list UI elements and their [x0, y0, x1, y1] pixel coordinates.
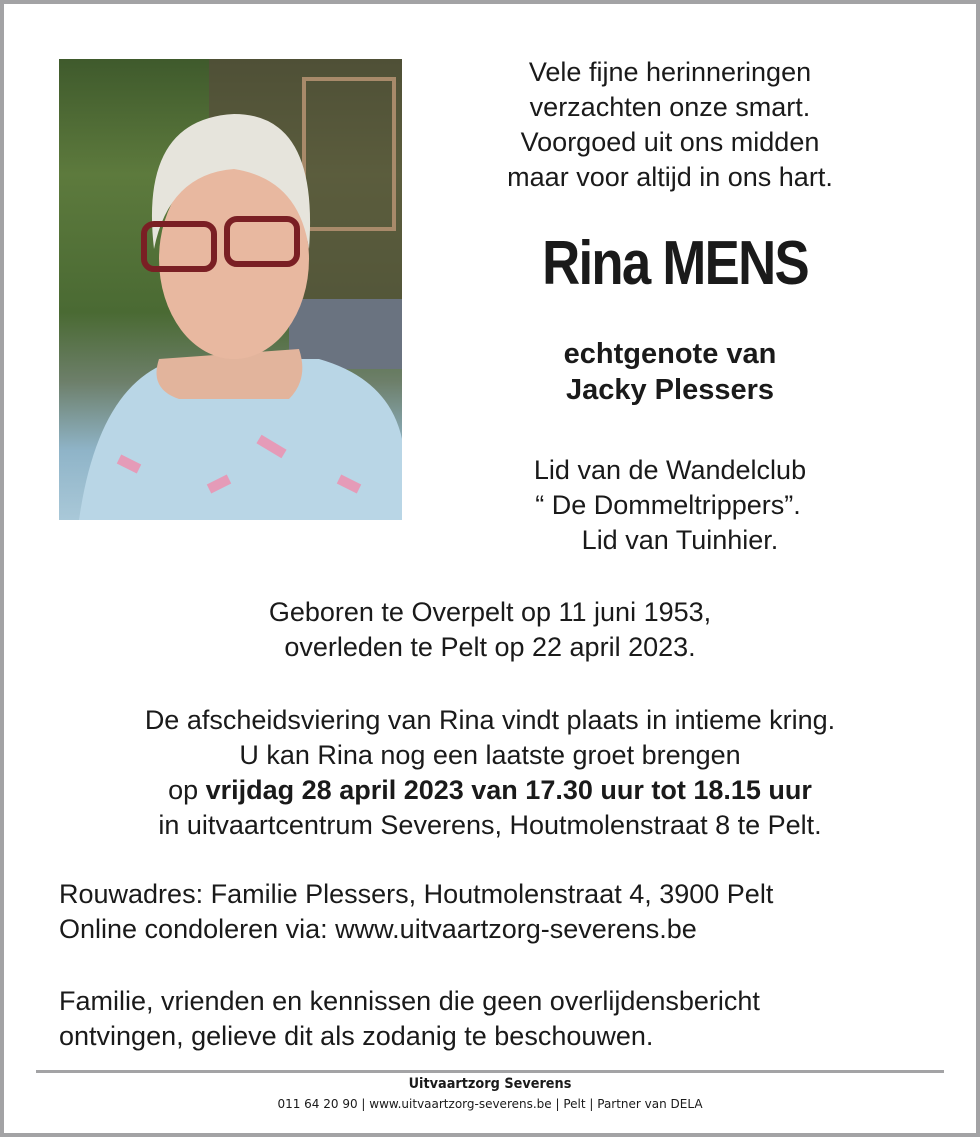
mourning-address: Rouwadres: Familie Plessers, Houtmolenstraat 4, 3900 Pelt — [59, 879, 774, 909]
poem-line: maar voor altijd in ons hart. — [507, 162, 833, 192]
footer-divider — [36, 1070, 944, 1073]
membership-line: Lid van de Wandelclub — [533, 455, 807, 485]
spouse — [470, 336, 870, 408]
poem — [470, 55, 870, 195]
notice — [59, 984, 760, 1054]
spouse-name: Jacky Plessers — [565, 374, 775, 406]
membership-line: Lid van Tuinhier. — [581, 525, 779, 555]
address — [59, 877, 773, 947]
ceremony-line: De afscheidsviering van Rina vindt plaats in intieme kring. — [144, 705, 836, 735]
deceased-name: Rina MENS — [542, 229, 808, 298]
memberships — [470, 453, 870, 558]
notice-line: ontvingen, gelieve dit als zodanig te beschouwen. — [59, 1021, 654, 1051]
birth-death — [190, 595, 790, 665]
ceremony-date-bold: vrijdag 28 april 2023 van 17.30 uur tot 18.15 uur — [205, 775, 812, 805]
ceremony-line: U kan Rina nog een laatste groet brengen — [239, 740, 741, 770]
condolence-link[interactable]: Online condoleren via: www.uitvaartzorg-severens.be — [59, 914, 697, 944]
ceremony — [40, 703, 940, 843]
ceremony-date-prefix: op — [168, 775, 206, 805]
membership-line: “ De Dommeltrippers”. — [535, 490, 801, 520]
poem-line: Voorgoed uit ons midden — [520, 127, 820, 157]
birth-line: Geboren te Overpelt op 11 juni 1953, — [268, 597, 712, 627]
ceremony-location: in uitvaartcentrum Severens, Houtmolenstraat 8 te Pelt. — [158, 810, 822, 840]
portrait-photo — [59, 59, 402, 520]
notice-line: Familie, vrienden en kennissen die geen overlijdensbericht — [59, 986, 760, 1016]
footer-title: Uitvaartzorg Severens — [408, 1076, 572, 1092]
footer-contact: 011 64 20 90 | www.uitvaartzorg-severens.be | Pelt | Partner van DELA — [277, 1097, 703, 1111]
spouse-label: echtgenote van — [563, 338, 777, 370]
ceremony-date — [40, 773, 940, 808]
poem-line: verzachten onze smart. — [529, 92, 811, 122]
death-line: overleden te Pelt op 22 april 2023. — [284, 632, 696, 662]
poem-line: Vele fijne herinneringen — [528, 57, 812, 87]
